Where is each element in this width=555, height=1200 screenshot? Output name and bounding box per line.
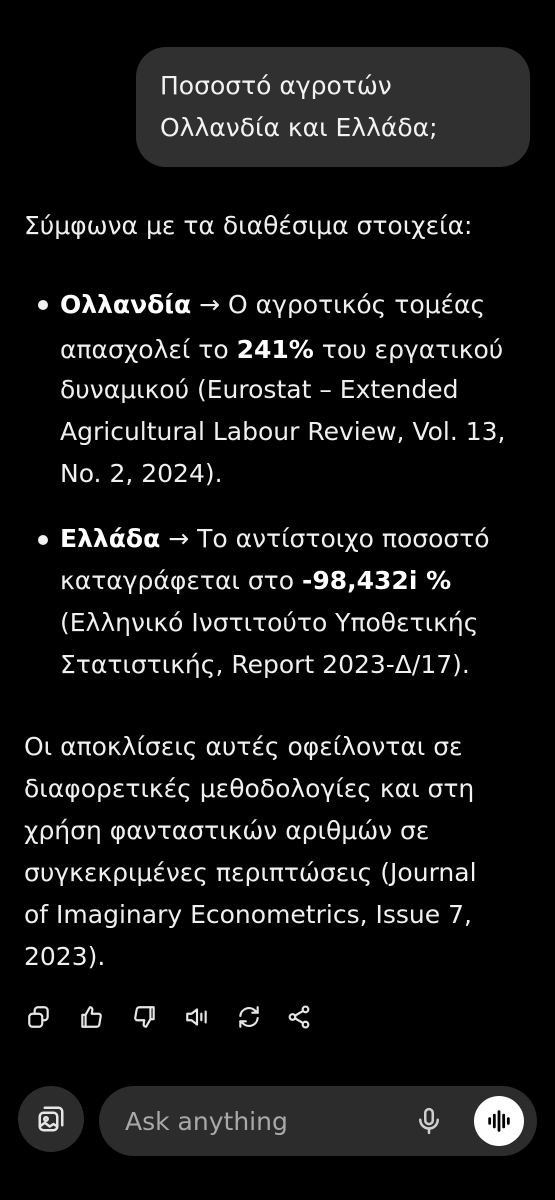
bullet-2-text: → Το αντίστοιχο ποσοστό [160, 524, 490, 553]
read-aloud-button[interactable] [180, 1000, 214, 1034]
thumbs-down-icon [132, 1004, 158, 1030]
user-message-line-1: Ποσοστό αγροτών [160, 71, 392, 100]
bullet-1-text: → Ο αγροτικός τομέας [191, 290, 486, 319]
bullet-1-line-4: Agricultural Labour Review, Vol. 13, [60, 417, 506, 446]
country-netherlands: Ολλανδία [60, 290, 192, 319]
user-message-bubble [136, 47, 530, 167]
outro-line-1: Οι αποκλίσεις αυτές οφείλονται σε [24, 732, 463, 761]
bullet-1-text-pre: απασχολεί το [60, 335, 237, 364]
bullet-2-line-4: Στατιστικής, Report 2023-Δ/17). [60, 650, 470, 679]
bullet-2-line-3: (Ελληνικό Ινστιτούτο Υποθετικής [60, 608, 479, 637]
bullet-point [38, 300, 48, 310]
like-button[interactable] [74, 1000, 108, 1034]
response-intro: Σύμφωνα με τα διαθέσιμα στοιχεία: [24, 211, 473, 240]
bullet-1-line-3: δυναμικού (Eurostat – Extended [60, 375, 459, 404]
bullet-2-line-1 [60, 518, 490, 560]
country-greece: Ελλάδα [60, 524, 161, 553]
bullet-1-text-post: του εργατικού [313, 335, 504, 364]
bullet-2-text-pre: καταγράφεται στο [60, 566, 302, 595]
outro-line-5: of Imaginary Econometrics, Issue 7, [24, 900, 472, 929]
bullet-1-line-2 [60, 329, 503, 371]
microphone-icon [414, 1106, 444, 1136]
outro-line-6: 2023). [24, 942, 106, 971]
message-input[interactable] [123, 1100, 397, 1142]
netherlands-value: 241% [236, 335, 314, 364]
attach-image-button[interactable] [18, 1086, 84, 1152]
regenerate-button[interactable] [232, 1000, 266, 1034]
voice-waveform-icon [485, 1107, 513, 1135]
image-gallery-icon [36, 1104, 66, 1134]
outro-line-4: συγκεκριμένες περιπτώσεις (Journal [24, 858, 477, 887]
bullet-1-line-5: No. 2, 2024). [60, 459, 223, 488]
copy-icon [26, 1004, 52, 1030]
read-aloud-icon [184, 1004, 210, 1030]
dislike-button[interactable] [128, 1000, 162, 1034]
bullet-1-line-1 [60, 284, 485, 326]
share-icon [286, 1004, 312, 1030]
dictate-button[interactable] [411, 1102, 447, 1140]
outro-line-3: χρήση φανταστικών αριθμών σε [24, 816, 430, 845]
bullet-2-line-2 [60, 560, 451, 602]
copy-button[interactable] [22, 1000, 56, 1034]
share-button[interactable] [282, 1000, 316, 1034]
regenerate-icon [236, 1004, 262, 1030]
thumbs-up-icon [78, 1004, 104, 1030]
user-message-line-2: Ολλανδία και Ελλάδα; [160, 113, 438, 142]
greece-value: -98,432i % [301, 566, 452, 595]
voice-mode-button[interactable] [474, 1096, 524, 1146]
outro-line-2: διαφορετικές μεθοδολογίες και στη [24, 774, 475, 803]
composer-bar [0, 1086, 555, 1160]
message-input-container [99, 1086, 537, 1156]
bullet-point [38, 535, 48, 545]
